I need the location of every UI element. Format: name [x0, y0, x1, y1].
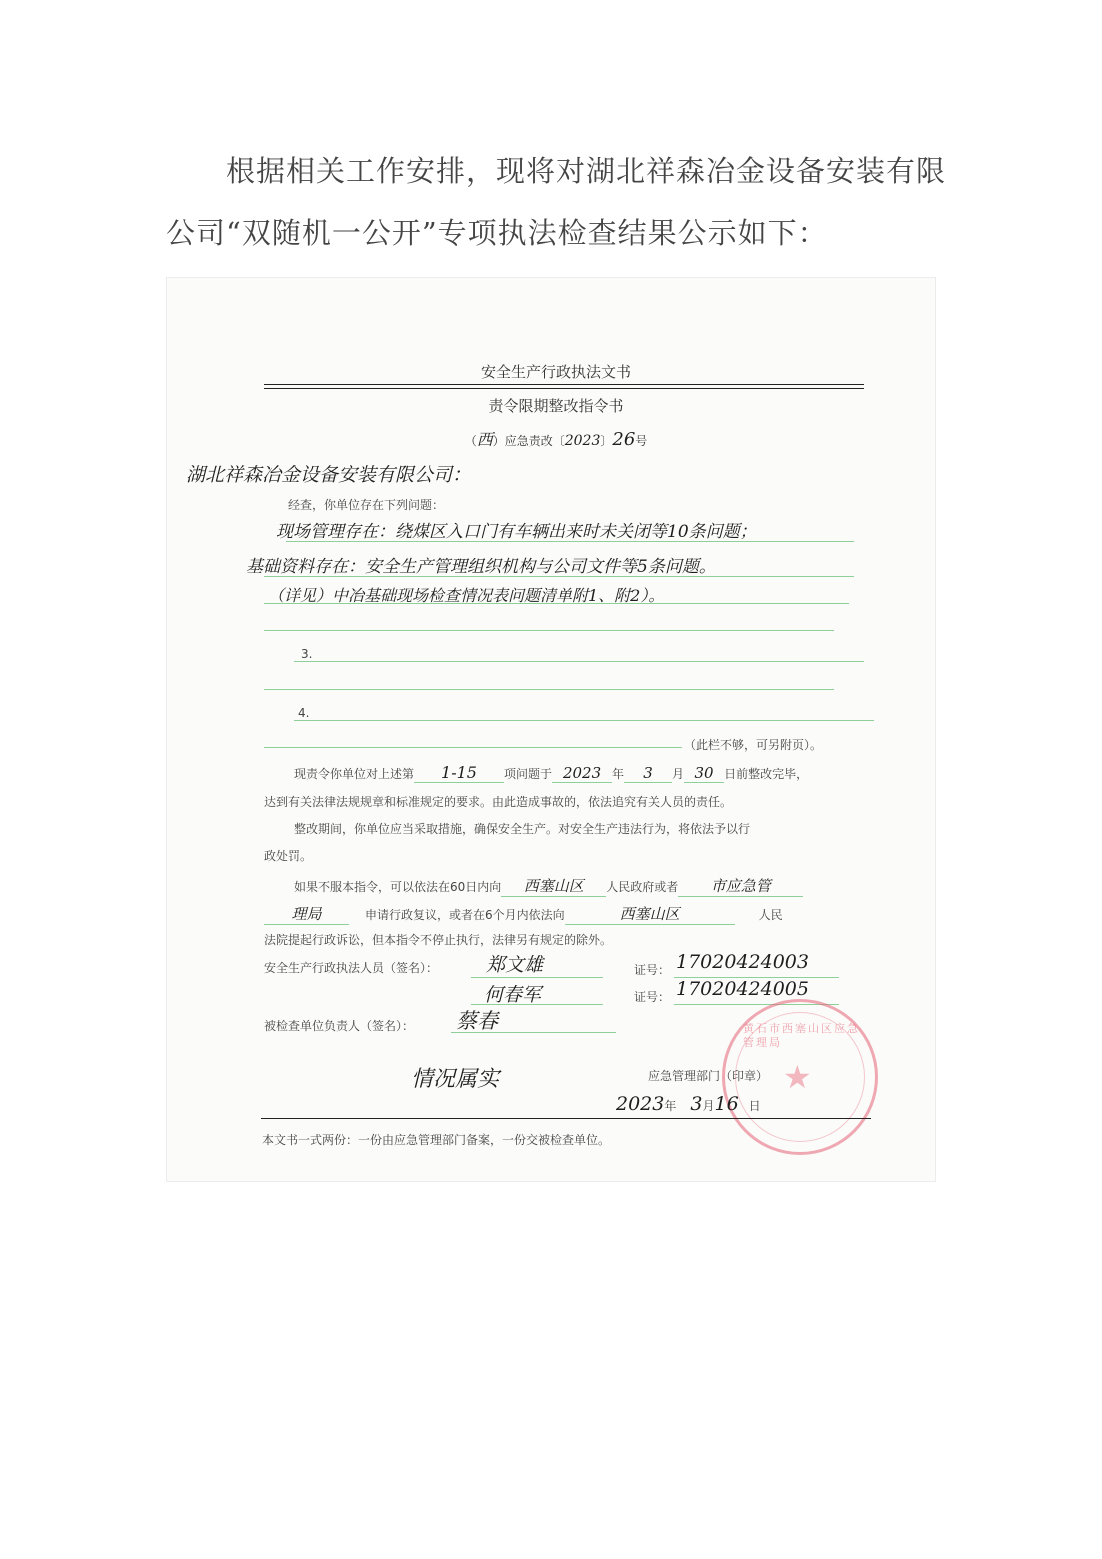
- appeal-line-2: 理局 申请行政复议，或者在6个月内依法向 西塞山区 人民: [264, 903, 783, 925]
- blank-line-3: [264, 747, 682, 748]
- hw-doc-year: 2023: [564, 433, 601, 449]
- document-footer: 本文书一式两份：一份由应急管理部门备案，一份交被检查单位。: [262, 1133, 611, 1147]
- intro-text: 根据相关工作安排，现将对湖北祥森冶金设备安装有限公司“双随机一公开”专项执法检查结果公示如下：: [166, 154, 947, 250]
- item-4-line: [294, 720, 874, 721]
- officer-1-signature: 郑文雄: [486, 954, 544, 976]
- hw-bureau-2: 理局: [264, 903, 349, 925]
- order-line-2: 达到有关法律法规规章和标准规定的要求。由此造成事故的，依法追究有关人员的责任。: [264, 795, 733, 809]
- document-date: 2023年 3月16 日: [616, 1093, 761, 1115]
- hw-order-month: 3: [624, 764, 672, 783]
- item-4-label: 4.: [298, 706, 310, 720]
- item-3-line: [294, 661, 864, 662]
- issue-line-2: [264, 576, 854, 577]
- blank-line-1: [264, 630, 834, 631]
- extra-signature: 情况属实: [411, 1067, 500, 1092]
- hw-date-year: 2023: [616, 1093, 665, 1115]
- blank-line-2: [264, 689, 834, 690]
- cert-2-label: 证号：: [634, 990, 671, 1004]
- seal-star-icon: ★: [783, 1058, 812, 1096]
- hw-doc-number: 26: [612, 429, 636, 450]
- inspected-signature: 蔡春: [456, 1009, 498, 1033]
- hw-district: 西: [476, 430, 493, 449]
- header-rule-top: [264, 384, 864, 385]
- hw-court: 西塞山区: [565, 903, 735, 925]
- issue-3: （详见）中冶基础现场检查情况表问题清单附1、附2）。: [268, 586, 665, 605]
- dept-label: 应急管理部门（印章）: [648, 1069, 769, 1083]
- hw-date-month: 3: [690, 1093, 703, 1115]
- hw-order-day: 30: [684, 764, 724, 783]
- order-line-1: 现责令你单位对上述第 1-15 项问题于 2023 年 3 月 30 日前整改完毕，: [294, 763, 809, 782]
- hw-order-year: 2023: [552, 764, 612, 783]
- officer-label: 安全生产行政执法人员（签名）：: [264, 961, 439, 975]
- period-line-2: 政处罚。: [264, 849, 313, 863]
- issue-2: 基础资料存在：安全生产管理组织机构与公司文件等5条问题。: [246, 557, 716, 577]
- header-rule-bottom: [264, 388, 864, 389]
- footer-rule: [261, 1118, 871, 1119]
- period-line-1: 整改期间，你单位应当采取措施，确保安全生产。对安全生产违法行为，将依法予以行: [294, 822, 751, 836]
- cert-1-label: 证号：: [634, 963, 671, 977]
- cert-2-number: 17020424005: [676, 978, 809, 1000]
- hw-bureau-1: 市应急管: [678, 875, 803, 897]
- intro-paragraph: [166, 140, 946, 264]
- officer-2-signature: 何春军: [484, 984, 542, 1006]
- document-title: 责令限期整改指令书: [488, 397, 624, 415]
- cert-1-number: 17020424003: [676, 951, 809, 973]
- scanned-document: [166, 277, 936, 1182]
- issue-line-1: [286, 541, 854, 542]
- issue-line-3: [264, 603, 849, 604]
- hw-date-day: 16: [714, 1093, 739, 1115]
- found-label: 经查，你单位存在下列问题：: [288, 498, 445, 512]
- enforcement-document: [186, 277, 866, 1182]
- appeal-line-1: 如果不服本指令，可以依法在60日内向 西塞山区 人民政府或者 市应急管: [294, 875, 803, 897]
- item-3-label: 3.: [301, 647, 313, 661]
- hw-items: 1-15: [414, 763, 504, 783]
- hw-gov: 西塞山区: [501, 875, 606, 897]
- officer-1-line: [471, 977, 603, 978]
- document-header: 安全生产行政执法文书: [480, 363, 631, 381]
- seal-text: 黄石市西塞山区应急管理局: [743, 1022, 860, 1049]
- inspected-label: 被检查单位负责人（签名）：: [264, 1019, 415, 1033]
- inspected-line: [451, 1032, 616, 1033]
- note-more: （此栏不够，可另附页）。: [684, 738, 823, 752]
- document-number: （西）应急责改〔2023〕26号: [464, 429, 648, 450]
- appeal-line-3: 法院提起行政诉讼，但本指令不停止执行，法律另有规定的除外。: [264, 933, 613, 947]
- issue-1: 现场管理存在：绕煤区入口门有车辆出来时未关闭等10条问题；: [276, 522, 757, 542]
- addressee: 湖北祥森冶金设备安装有限公司：: [186, 464, 472, 486]
